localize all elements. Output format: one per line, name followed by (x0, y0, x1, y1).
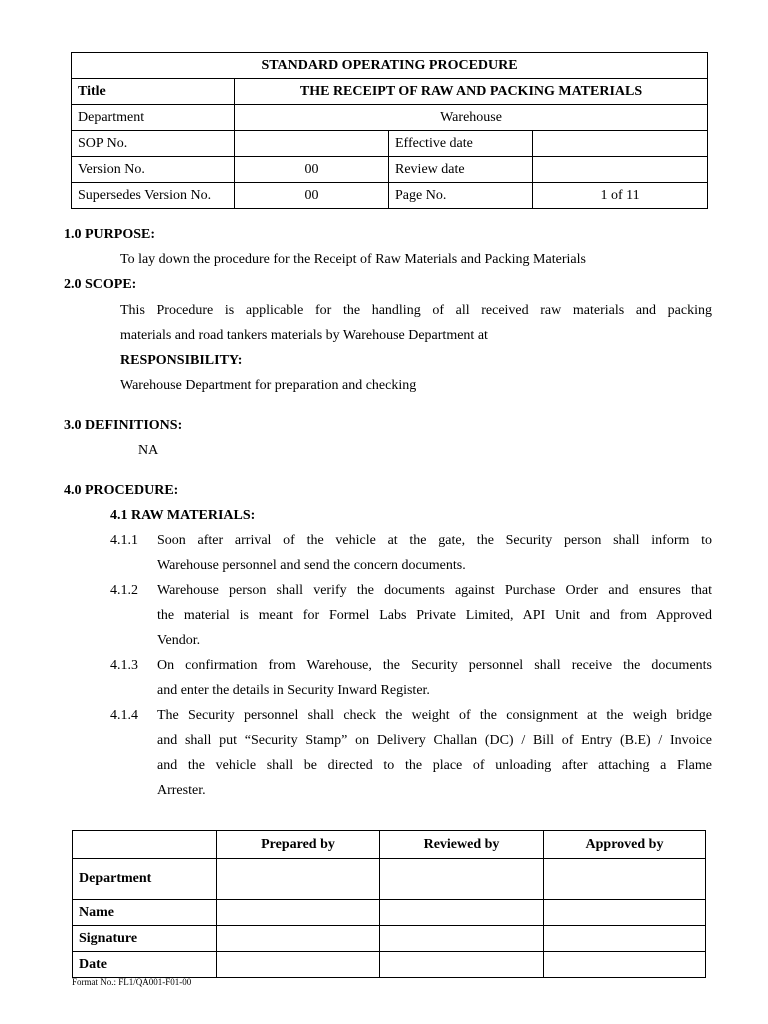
row-label-name: Name (73, 900, 217, 926)
approval-table (72, 830, 706, 978)
step-text-line: and shall put “Security Stamp” on Delivery Challan (DC) / Bill of Entry (B.E) / Invoice (157, 733, 712, 748)
title-value: THE RECEIPT OF RAW AND PACKING MATERIALS (235, 79, 708, 105)
supersedes-label: Supersedes Version No. (72, 183, 235, 209)
scope-text-line-1: This Procedure is applicable for the handling of all received raw materials and packing (120, 303, 712, 318)
step-text-line: The Security personnel shall check the weight of the consignment at the weigh bridge (157, 708, 712, 723)
approved-by-header: Approved by (544, 831, 706, 859)
reviewed-by-header: Reviewed by (380, 831, 544, 859)
approved-signature-cell (544, 926, 706, 952)
approved-date-cell (544, 952, 706, 978)
title-label: Title (72, 79, 235, 105)
raw-materials-heading: 4.1 RAW MATERIALS: (110, 508, 256, 523)
procedure-heading: 4.0 PROCEDURE: (64, 483, 179, 498)
responsibility-heading: RESPONSIBILITY: (120, 353, 243, 368)
prepared-date-cell (217, 952, 380, 978)
effective-date-label: Effective date (389, 131, 533, 157)
step-text-line: the material is meant for Formel Labs Private Limited, API Unit and from Approved (157, 608, 712, 623)
page-no-value: 1 of 11 (533, 183, 708, 209)
definitions-text: NA (138, 443, 159, 458)
step-text-line: Vendor. (157, 633, 201, 648)
supersedes-value: 00 (235, 183, 389, 209)
version-label: Version No. (72, 157, 235, 183)
step-text-line: Warehouse personnel and send the concern documents. (157, 558, 466, 573)
row-label-date: Date (73, 952, 217, 978)
prepared-name-cell (217, 900, 380, 926)
department-value: Warehouse (235, 105, 708, 131)
page-no-label: Page No. (389, 183, 533, 209)
format-number: Format No.: FL1/QA001-F01-00 (72, 977, 192, 987)
step-number: 4.1.3 (110, 658, 138, 673)
row-label-signature: Signature (73, 926, 217, 952)
sop-banner: STANDARD OPERATING PROCEDURE (72, 53, 708, 79)
approved-department-cell (544, 859, 706, 900)
purpose-heading: 1.0 PURPOSE: (64, 227, 155, 242)
reviewed-department-cell (380, 859, 544, 900)
sop-header-table (71, 52, 708, 209)
effective-date-value (533, 131, 708, 157)
department-label: Department (72, 105, 235, 131)
step-text-line: Warehouse person shall verify the documents against Purchase Order and ensures that (157, 583, 712, 598)
reviewed-name-cell (380, 900, 544, 926)
review-date-label: Review date (389, 157, 533, 183)
review-date-value (533, 157, 708, 183)
approved-name-cell (544, 900, 706, 926)
step-text-line: and enter the details in Security Inward Register. (157, 683, 430, 698)
prepared-by-header: Prepared by (217, 831, 380, 859)
prepared-signature-cell (217, 926, 380, 952)
step-text-line: and the vehicle shall be directed to the place of unloading after attaching a Flame (157, 758, 712, 773)
sop-no-label: SOP No. (72, 131, 235, 157)
scope-heading: 2.0 SCOPE: (64, 277, 137, 292)
step-number: 4.1.4 (110, 708, 138, 723)
reviewed-date-cell (380, 952, 544, 978)
definitions-heading: 3.0 DEFINITIONS: (64, 418, 183, 433)
reviewed-signature-cell (380, 926, 544, 952)
responsibility-text: Warehouse Department for preparation and checking (120, 378, 417, 393)
step-text-line: Soon after arrival of the vehicle at the gate, the Security person shall inform to (157, 533, 712, 548)
sop-no-value (235, 131, 389, 157)
step-text-line: On confirmation from Warehouse, the Security personnel shall receive the documents (157, 658, 712, 673)
scope-text-line-2: materials and road tankers materials by Warehouse Department at (120, 328, 488, 343)
purpose-text: To lay down the procedure for the Receipt of Raw Materials and Packing Materials (120, 252, 586, 267)
prepared-department-cell (217, 859, 380, 900)
approval-corner-cell (73, 831, 217, 859)
step-number: 4.1.2 (110, 583, 138, 598)
step-number: 4.1.1 (110, 533, 138, 548)
version-value: 00 (235, 157, 389, 183)
step-text-line: Arrester. (157, 783, 206, 798)
row-label-department: Department (73, 859, 217, 900)
